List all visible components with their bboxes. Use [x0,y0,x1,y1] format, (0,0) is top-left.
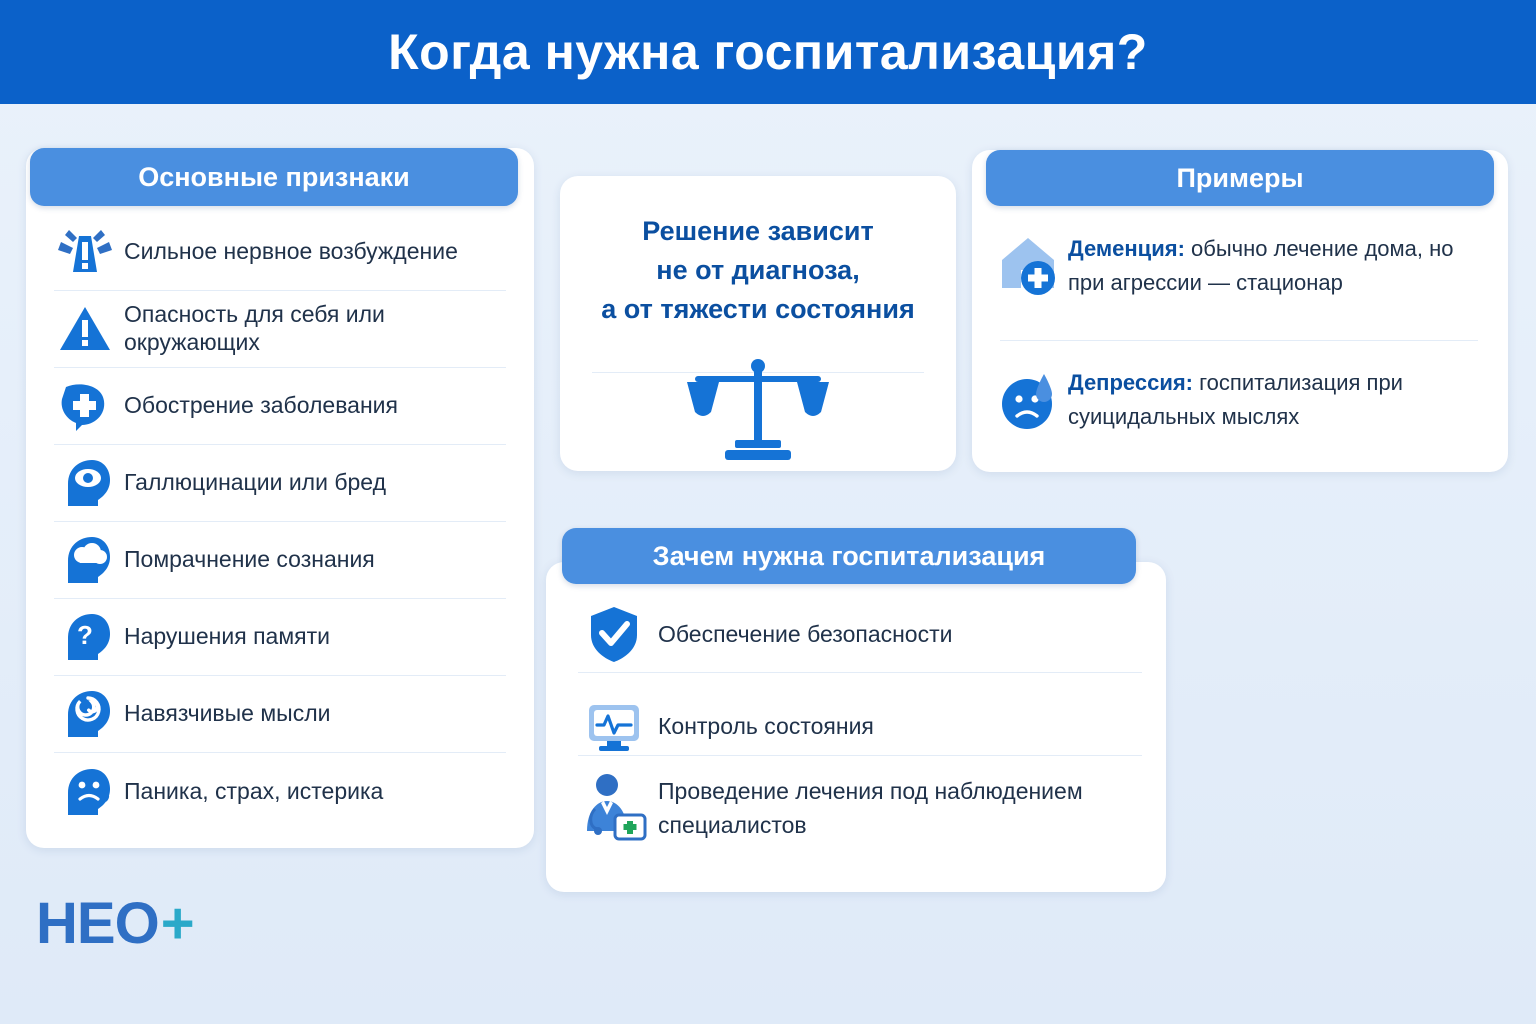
signs-card-title: Основные признаки [138,161,410,192]
scales-balance-icon [560,348,956,468]
head-eye-icon [54,453,116,513]
list-item [576,598,1146,670]
list-item [54,368,506,445]
example-bold-label: Деменция: [1068,236,1185,261]
house-medical-icon [990,226,1068,304]
list-item-label: Навязчивые мысли [124,700,331,727]
list-item-label: Опасность для себя или окружающих [124,301,385,355]
list-item [990,360,1490,438]
logo [36,890,195,957]
why-card-title: Зачем нужна госпитализация [652,540,1046,571]
why-card-header [562,528,1136,584]
list-item-label: Помрачнение сознания [124,546,375,573]
why-divider [578,672,1142,673]
list-item-label: Проведение лечения под наблюдением специалистов [658,777,1083,838]
example-text [1068,360,1490,434]
list-item-label: Обострение заболевания [124,392,398,419]
monitor-heartbeat-icon [576,690,652,762]
doctor-icon [576,772,652,844]
logo-plus-icon: + [160,891,195,956]
list-item [54,214,506,291]
example-rest-label: госпитализация при суицидальных мыслях [1068,370,1403,430]
warning-triangle-icon [54,299,116,359]
decision-line-2: не от диагноза, [656,255,860,286]
examples-divider [1000,340,1478,341]
example-text [1068,226,1490,300]
list-item [54,599,506,676]
example-rest-label: обычно лечение дома, но при агрессии — стационар [1068,236,1454,296]
list-item [576,772,1146,844]
list-item-label: Контроль состояния [658,712,874,739]
list-item-label: Нарушения памяти [124,623,330,650]
logo-text: HEO [36,891,159,956]
why-divider [578,755,1142,756]
head-spiral-icon [54,684,116,744]
shield-check-icon [576,598,652,670]
list-item-label: Галлюцинации или бред [124,469,386,496]
page-header [0,0,1536,104]
list-item [54,522,506,599]
list-item [54,291,506,368]
list-item-label: Сильное нервное возбуждение [124,238,458,265]
list-item [990,226,1490,304]
head-question-icon [54,607,116,667]
head-panic-face-icon [54,762,116,822]
decision-line-1: Решение зависит [642,216,874,246]
decision-text-block [560,212,956,329]
example-bold-label: Депрессия: [1068,370,1194,395]
signs-card-header [30,148,518,206]
sad-face-drop-icon [990,360,1068,438]
exclamation-burst-icon [54,222,116,282]
head-medical-cross-icon [54,376,116,436]
list-item [576,690,1146,762]
list-item-label: Паника, страх, истерика [124,777,384,804]
decision-line-3: а от тяжести состояния [601,294,915,325]
head-cloud-icon [54,530,116,590]
page-title: Когда нужна госпитализация? [388,24,1148,80]
list-item-label: Обеспечение безопасности [658,620,953,647]
svg-text:?: ? [77,620,93,650]
list-item [54,445,506,522]
examples-card-title: Примеры [1176,162,1304,193]
list-item [54,676,506,753]
examples-card-header [986,150,1494,206]
signs-list [26,214,534,830]
list-item [54,753,506,830]
